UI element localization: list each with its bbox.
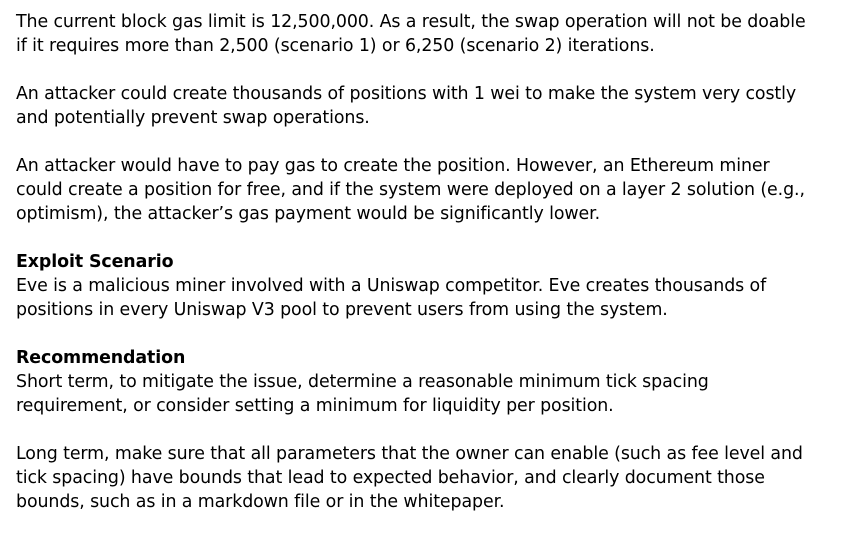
paragraph-gas-limit xyxy=(16,10,858,58)
text-line: if it requires more than 2,500 (scenario 1) or 6,250 (scenario 2) iterations. xyxy=(16,36,655,56)
section-recommendation xyxy=(16,346,858,418)
paragraph-spacer xyxy=(16,58,858,82)
text-line: The current block gas limit is 12,500,000. As a result, the swap operation will not be doable xyxy=(16,12,806,32)
recommendation-heading: Recommendation xyxy=(16,348,186,368)
text-line: Short term, to mitigate the issue, determine a reasonable minimum tick spacing xyxy=(16,372,709,392)
text-line: could create a position for free, and if the system were deployed on a layer 2 solution (e.g., xyxy=(16,180,805,200)
exploit-scenario-heading: Exploit Scenario xyxy=(16,252,174,272)
text-line: tick spacing) have bounds that lead to expected behavior, and clearly document those xyxy=(16,468,765,488)
text-line: positions in every Uniswap V3 pool to prevent users from using the system. xyxy=(16,300,668,320)
paragraph-spacer xyxy=(16,130,858,154)
paragraph-spacer xyxy=(16,226,858,250)
text-line: requirement, or consider setting a minimum for liquidity per position. xyxy=(16,396,614,416)
text-line: optimism), the attacker’s gas payment would be significantly lower. xyxy=(16,204,600,224)
paragraph-spacer xyxy=(16,322,858,346)
paragraph-spacer xyxy=(16,418,858,442)
text-line: An attacker could create thousands of positions with 1 wei to make the system very costly xyxy=(16,84,797,104)
section-exploit-scenario xyxy=(16,250,858,322)
paragraph-long-term xyxy=(16,442,858,514)
paragraph-gas-cost xyxy=(16,154,858,226)
document-body xyxy=(16,10,858,514)
text-line: and potentially prevent swap operations. xyxy=(16,108,370,128)
paragraph-attacker-positions xyxy=(16,82,858,130)
text-line: bounds, such as in a markdown file or in the whitepaper. xyxy=(16,492,505,512)
text-line: Eve is a malicious miner involved with a Uniswap competitor. Eve creates thousands of xyxy=(16,276,767,296)
text-line: An attacker would have to pay gas to create the position. However, an Ethereum miner xyxy=(16,156,770,176)
text-line: Long term, make sure that all parameters that the owner can enable (such as fee level and xyxy=(16,444,803,464)
